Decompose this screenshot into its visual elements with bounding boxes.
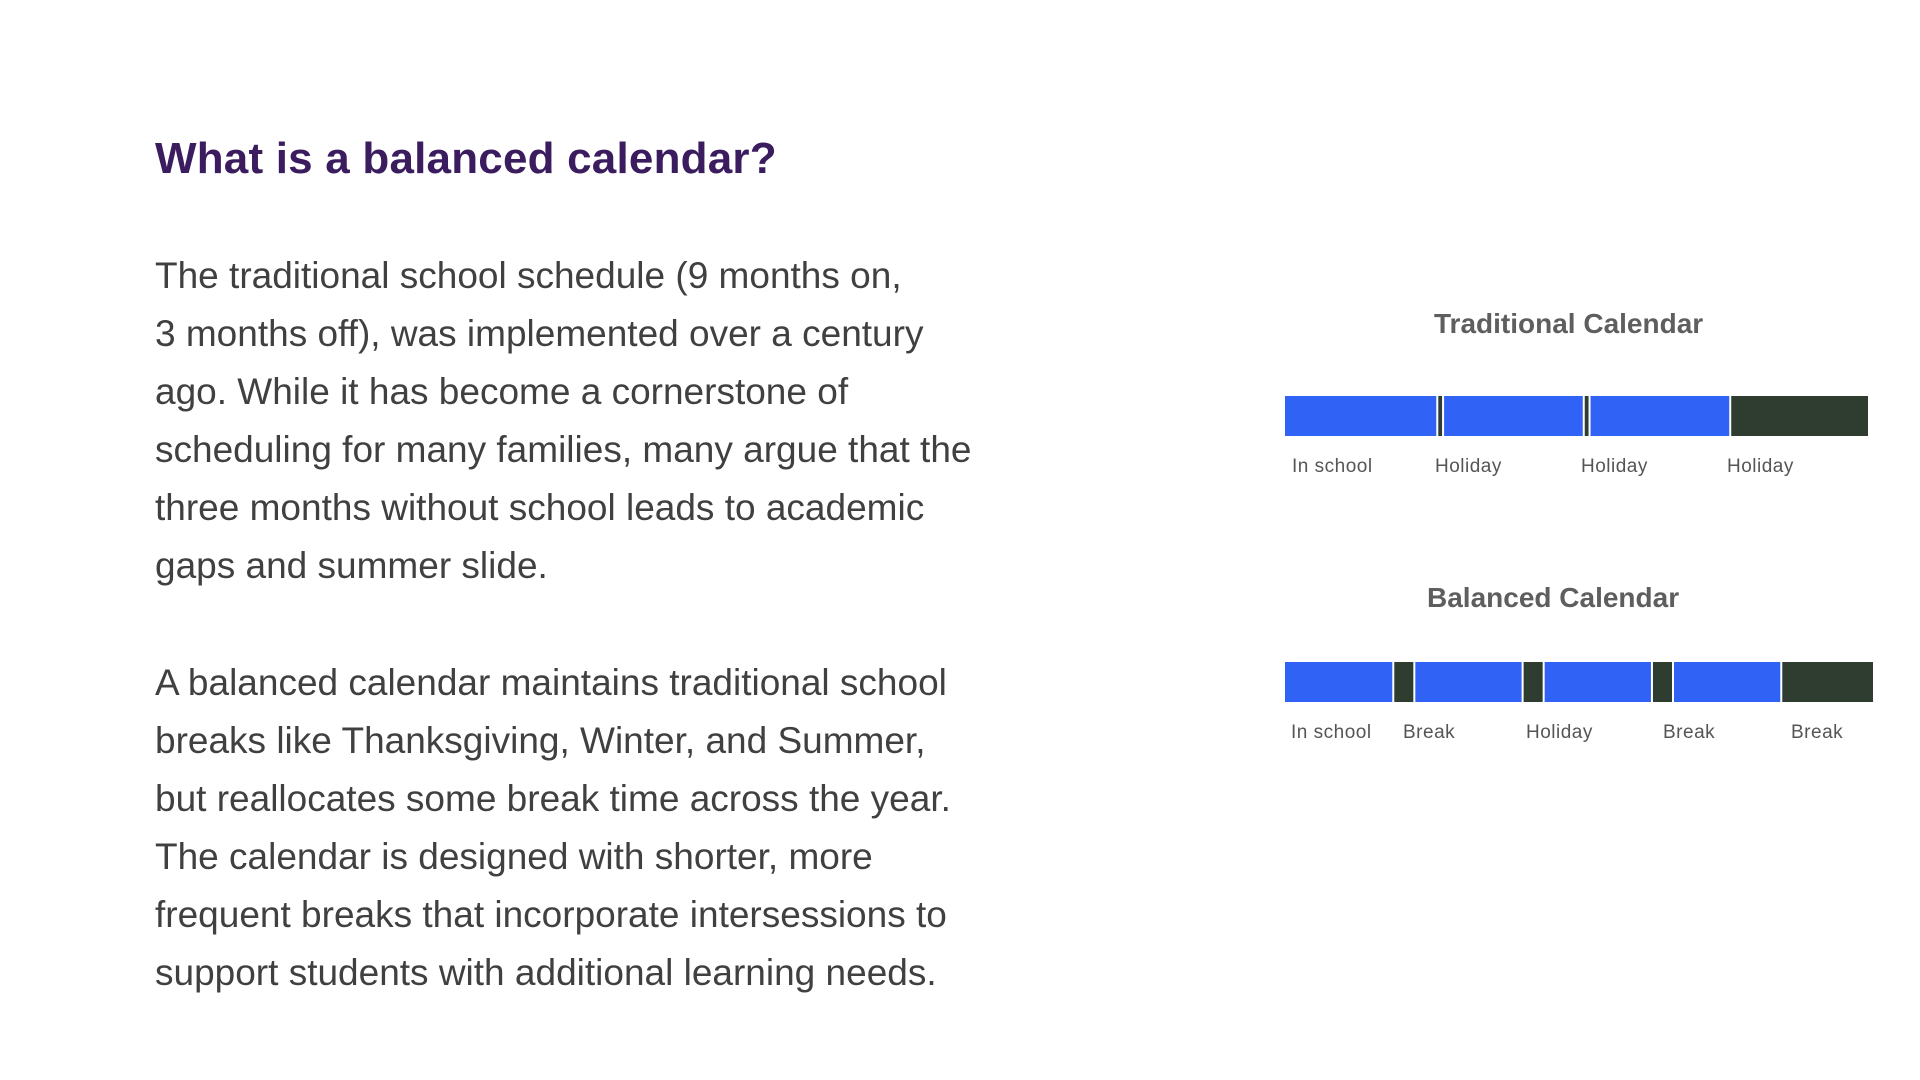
in-school-segment-2	[1414, 662, 1522, 702]
paragraph-line: breaks like Thanksgiving, Winter, and Summer,	[155, 720, 926, 761]
balanced-calendar-bar	[1285, 582, 1875, 752]
break-segment-5	[1730, 396, 1868, 436]
segment-label-in-school: In school	[1292, 456, 1373, 477]
paragraph-line: 3 months off), was implemented over a century	[155, 313, 924, 354]
paragraph-line: support students with additional learning needs.	[155, 952, 937, 993]
traditional-calendar-bar	[1285, 308, 1875, 478]
segment-label-break: Break	[1403, 722, 1456, 743]
break-segment-7	[1781, 662, 1873, 702]
paragraph-line: three months without school leads to academic	[155, 487, 925, 528]
paragraph-line: scheduling for many families, many argue that the	[155, 429, 972, 470]
paragraph-line: The traditional school schedule (9 months on,	[155, 255, 902, 296]
in-school-segment-0	[1285, 662, 1393, 702]
segment-label-holiday: Holiday	[1727, 456, 1794, 477]
in-school-segment-6	[1673, 662, 1781, 702]
balanced-paragraph	[155, 654, 1055, 1002]
balanced-calendar-title: Balanced Calendar	[1427, 582, 1680, 613]
segment-label-holiday: Holiday	[1526, 722, 1593, 743]
break-segment-3	[1523, 662, 1544, 702]
paragraph-line: The calendar is designed with shorter, more	[155, 836, 873, 877]
paragraph-line: frequent breaks that incorporate intersessions to	[155, 894, 947, 935]
segment-label-in-school: In school	[1291, 722, 1372, 743]
paragraph-line: A balanced calendar maintains traditional school	[155, 662, 947, 703]
in-school-segment-4	[1590, 396, 1731, 436]
break-segment-1	[1393, 662, 1414, 702]
traditional-calendar-title: Traditional Calendar	[1434, 308, 1704, 339]
in-school-segment-2	[1443, 396, 1584, 436]
break-segment-5	[1652, 662, 1673, 702]
paragraph-line: gaps and summer slide.	[155, 545, 548, 586]
segment-label-holiday: Holiday	[1581, 456, 1648, 477]
segment-label-break: Break	[1791, 722, 1844, 743]
intro-paragraph	[155, 247, 1055, 595]
page-title: What is a balanced calendar?	[155, 134, 777, 183]
segment-label-holiday: Holiday	[1435, 456, 1502, 477]
paragraph-line: ago. While it has become a cornerstone of	[155, 371, 849, 412]
paragraph-line: but reallocates some break time across the year.	[155, 778, 951, 819]
in-school-segment-4	[1544, 662, 1652, 702]
segment-label-break: Break	[1663, 722, 1716, 743]
in-school-segment-0	[1285, 396, 1437, 436]
